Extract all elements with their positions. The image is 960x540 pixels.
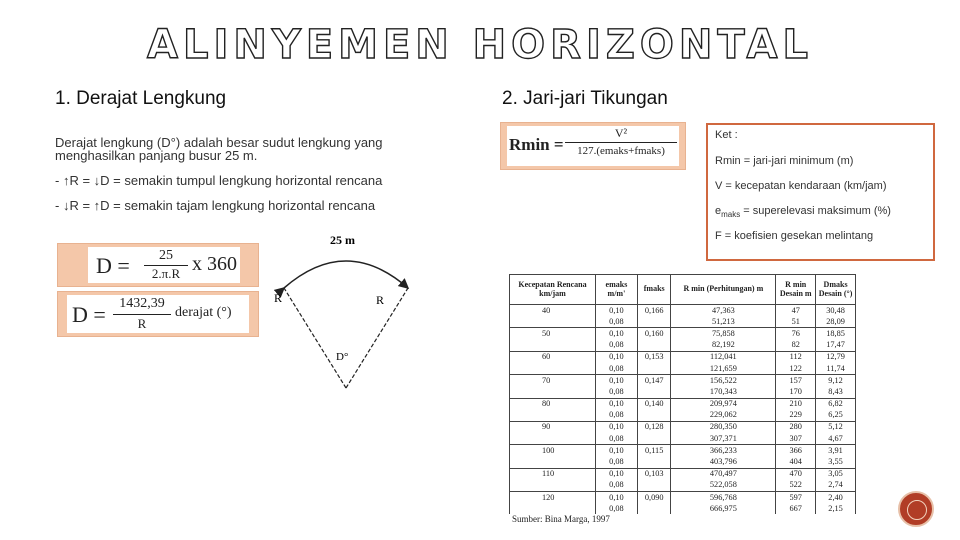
rmin-table (509, 274, 856, 514)
page-title: ALINYEMEN HORIZONTAL (147, 22, 813, 68)
table-cell: 0,103 (637, 468, 671, 480)
table-cell: 2,15 (816, 503, 856, 514)
section-heading-jarijari: 2. Jari-jari Tikungan (502, 88, 668, 109)
table-row (510, 480, 856, 492)
formula-box-rmin (500, 122, 686, 170)
rmin-denominator: 127.(emaks+fmaks) (577, 145, 665, 157)
table-row (510, 305, 856, 317)
table-cell: 121,659 (671, 363, 776, 375)
table-cell: 170,343 (671, 386, 776, 398)
table-cell (510, 456, 596, 468)
legend-emaks: $e_{maks}$ = superelevasi maksimum (%) (715, 205, 891, 220)
table-cell: 28,09 (816, 316, 856, 328)
table-cell: 0,10 (595, 421, 637, 433)
table-cell: 3,55 (816, 456, 856, 468)
table-cell (637, 456, 671, 468)
table-cell: 8,43 (816, 386, 856, 398)
table-cell: 0,08 (595, 316, 637, 328)
formula-2-rhs: derajat (°) (175, 305, 232, 320)
curve-diagram (262, 228, 432, 396)
table-cell: 120 (510, 492, 596, 504)
table-cell: 110 (510, 468, 596, 480)
seal-logo-icon (898, 491, 934, 527)
table-cell: 0,10 (595, 305, 637, 317)
formula-box-1 (57, 243, 259, 287)
section-heading-derajat: 1. Derajat Lengkung (55, 88, 227, 109)
formula-2-denominator: R (137, 316, 147, 331)
table-cell (637, 410, 671, 422)
table-cell: 0,08 (595, 340, 637, 352)
table-cell: 122 (776, 363, 816, 375)
radius-left-label: R (274, 291, 283, 305)
table-cell: 50 (510, 328, 596, 340)
table-cell: 170 (776, 386, 816, 398)
table-cell: 596,768 (671, 492, 776, 504)
table-cell: 70 (510, 375, 596, 387)
table-cell: 470 (776, 468, 816, 480)
table-cell: 229,062 (671, 410, 776, 422)
table-cell: 112,041 (671, 351, 776, 363)
table-cell: 209,974 (671, 398, 776, 410)
table-row (510, 421, 856, 433)
table-cell: 366,233 (671, 445, 776, 457)
formula-2-numerator: 1432,39 (119, 296, 165, 311)
legend-f: F = koefisien gesekan melintang (715, 230, 874, 242)
table-row (510, 492, 856, 504)
table-cell: 522 (776, 480, 816, 492)
table-cell: 75,858 (671, 328, 776, 340)
table-cell: 6,25 (816, 410, 856, 422)
table-row (510, 375, 856, 387)
formula-2-lhs: D = (72, 302, 106, 327)
table-cell: 82,192 (671, 340, 776, 352)
table-cell: 307 (776, 433, 816, 445)
col-header-dmaks: Dmaks Desain (°) (816, 275, 856, 305)
table-cell: 6,82 (816, 398, 856, 410)
formula-box-2 (57, 291, 259, 337)
table-cell: 5,12 (816, 421, 856, 433)
table-cell (637, 386, 671, 398)
table-cell: 17,47 (816, 340, 856, 352)
rmin-lhs: Rmin = (509, 135, 564, 154)
table-cell: 0,08 (595, 410, 637, 422)
table-cell: 76 (776, 328, 816, 340)
bullet-1: - ↑R = ↓D = semakin tumpul lengkung horizontal rencana (55, 173, 383, 188)
table-cell (637, 363, 671, 375)
table-cell (637, 316, 671, 328)
table-cell: 404 (776, 456, 816, 468)
table-cell: 307,371 (671, 433, 776, 445)
table-cell: 40 (510, 305, 596, 317)
table-cell: 51 (776, 316, 816, 328)
table-row (510, 433, 856, 445)
table-cell: 0,08 (595, 503, 637, 514)
definition-text: Derajat lengkung (D°) adalah besar sudut lengkung yang menghasilkan panjang busur 25 m. (55, 135, 383, 163)
table-cell: 0,160 (637, 328, 671, 340)
col-header-rmin-hitung: R min (Perhitungan) m (671, 275, 776, 305)
table-row (510, 328, 856, 340)
table-cell: 0,090 (637, 492, 671, 504)
table-cell: 3,91 (816, 445, 856, 457)
table-cell (510, 386, 596, 398)
table-cell: 0,10 (595, 445, 637, 457)
table-cell: 0,10 (595, 328, 637, 340)
table-cell (510, 316, 596, 328)
legend-v: V = kecepatan kendaraan (km/jam) (715, 180, 887, 192)
table-row (510, 363, 856, 375)
radius-right-label: R (376, 293, 385, 307)
formula-1-rhs: x 360 (192, 253, 237, 275)
col-header-kecepatan: Kecepatan Rencana km/jam (510, 275, 596, 305)
table-cell: 0,08 (595, 386, 637, 398)
col-header-rmin-desain: R min Desain m (776, 275, 816, 305)
table-cell: 51,213 (671, 316, 776, 328)
table-cell: 3,05 (816, 468, 856, 480)
table-cell (510, 433, 596, 445)
table-cell (637, 480, 671, 492)
table-row (510, 503, 856, 514)
table-cell: 366 (776, 445, 816, 457)
table-cell: 280,350 (671, 421, 776, 433)
bullet-2: - ↓R = ↑D = semakin tajam lengkung horizontal rencana (55, 198, 376, 213)
table-cell: 403,796 (671, 456, 776, 468)
table-cell: 157 (776, 375, 816, 387)
table-cell: 12,79 (816, 351, 856, 363)
table-cell: 522,058 (671, 480, 776, 492)
table-cell: 229 (776, 410, 816, 422)
table-cell: 0,147 (637, 375, 671, 387)
table-cell: 18,85 (816, 328, 856, 340)
col-header-emaks: emaks m/m' (595, 275, 637, 305)
table-row (510, 468, 856, 480)
table-cell: 597 (776, 492, 816, 504)
table-cell: 80 (510, 398, 596, 410)
table-cell: 30,48 (816, 305, 856, 317)
table-cell: 47 (776, 305, 816, 317)
table-cell: 90 (510, 421, 596, 433)
table-row (510, 456, 856, 468)
table-cell: 82 (776, 340, 816, 352)
table-source: Sumber: Bina Marga, 1997 (512, 514, 610, 524)
table-cell: 9,12 (816, 375, 856, 387)
table-cell: 0,08 (595, 480, 637, 492)
table-cell: 60 (510, 351, 596, 363)
table-cell: 0,166 (637, 305, 671, 317)
table-cell: 11,74 (816, 363, 856, 375)
table-cell (510, 410, 596, 422)
table-cell: 666,975 (671, 503, 776, 514)
table-cell: 0,10 (595, 375, 637, 387)
angle-label: D° (336, 351, 349, 363)
table-row (510, 398, 856, 410)
col-header-fmaks: fmaks (637, 275, 671, 305)
table-cell: 0,08 (595, 433, 637, 445)
rmin-numerator: V² (614, 126, 628, 140)
table-cell: 0,153 (637, 351, 671, 363)
formula-1-numerator: 25 (159, 248, 173, 263)
table-row (510, 340, 856, 352)
arc-line (284, 261, 408, 288)
table-cell: 0,08 (595, 456, 637, 468)
table-cell: 470,497 (671, 468, 776, 480)
radius-left-line (284, 288, 349, 388)
fraction-bar (113, 314, 171, 315)
table-cell: 2,74 (816, 480, 856, 492)
table-cell: 0,10 (595, 468, 637, 480)
table-row (510, 351, 856, 363)
arc-length-label: 25 m (330, 233, 355, 247)
legend-box (706, 123, 935, 261)
table-cell: 0,140 (637, 398, 671, 410)
table-row (510, 386, 856, 398)
table-row (510, 410, 856, 422)
table-row (510, 316, 856, 328)
table-cell (510, 340, 596, 352)
formula-1-lhs: D = (96, 253, 130, 278)
table-cell: 156,522 (671, 375, 776, 387)
table-body (510, 305, 856, 515)
table-cell: 0,08 (595, 363, 637, 375)
table-cell: 280 (776, 421, 816, 433)
table-cell: 0,10 (595, 398, 637, 410)
table-cell: 47,363 (671, 305, 776, 317)
legend-title: Ket : (715, 129, 738, 141)
legend-rmin: Rmin = jari-jari minimum (m) (715, 155, 854, 167)
fraction-bar (565, 142, 677, 143)
table-cell: 0,128 (637, 421, 671, 433)
table-cell: 0,10 (595, 492, 637, 504)
table-cell (637, 433, 671, 445)
table-cell: 667 (776, 503, 816, 514)
formula-1-denominator: 2.π.R (151, 266, 181, 281)
table-cell (510, 363, 596, 375)
table-cell (637, 340, 671, 352)
table-cell (510, 480, 596, 492)
table-cell (637, 503, 671, 514)
table-cell: 2,40 (816, 492, 856, 504)
table-cell: 0,115 (637, 445, 671, 457)
table-cell: 4,67 (816, 433, 856, 445)
table-cell (510, 503, 596, 514)
table-cell: 112 (776, 351, 816, 363)
table-cell: 100 (510, 445, 596, 457)
table-cell: 210 (776, 398, 816, 410)
table-cell: 0,10 (595, 351, 637, 363)
table-row (510, 445, 856, 457)
